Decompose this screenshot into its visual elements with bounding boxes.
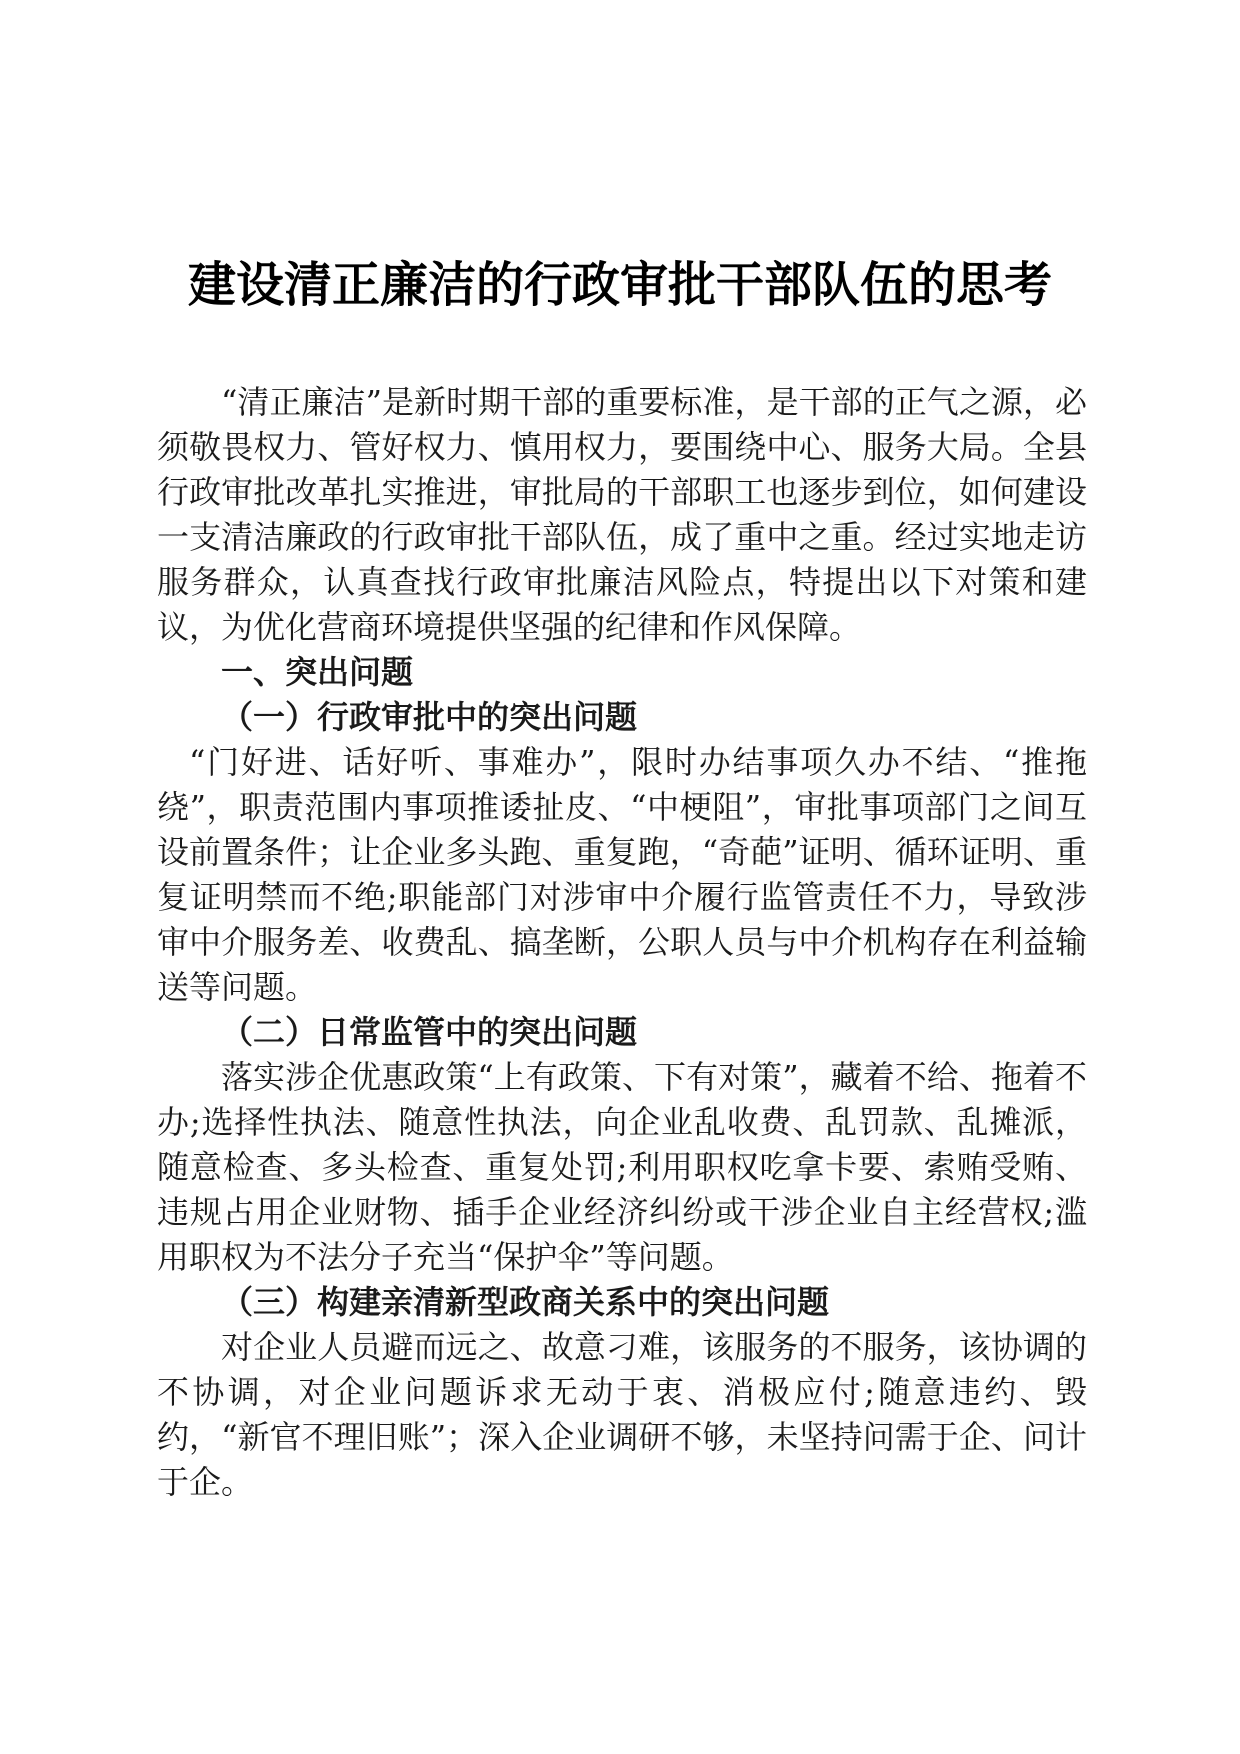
subsection-heading-supervision: （二）日常监管中的突出问题 (221, 1013, 638, 1051)
subsection-paragraph-relations: 对企业人员避而远之、故意刁难，该服务的不服务，该协调的不协调，对企业问题诉求无动于衷、消极应付;随意违约、毁约，“新官不理旧账”；深入企业调研不够，未坚持问需于企、问计于企。 (157, 1328, 1087, 1501)
subsection-paragraph-supervision: 落实涉企优惠政策“上有政策、下有对策”，藏着不给、拖着不办;选择性执法、随意性执法，向企业乱收费、乱罚款、乱摊派，随意检查、多头检查、重复处罚;利用职权吃拿卡要、索贿受贿、违规占用企业财物、插手企业经济纠纷或干涉企业自主经营权;滥用职权为不法分子充当“保护伞”等问题。 (157, 1058, 1087, 1276)
subsection-heading-relations: （三）构建亲清新型政商关系中的突出问题 (221, 1283, 830, 1321)
section-heading-problems: 一、突出问题 (221, 653, 414, 691)
subsection-paragraph-approval: “门好进、话好听、事难办”，限时办结事项久办不结、“推拖绕”，职责范围内事项推诿扯皮、“中梗阻”，审批事项部门之间互设前置条件；让企业多头跑、重复跑，“奇葩”证明、循环证明、重复证明禁而不绝;职能部门对涉审中介履行监管责任不力，导致涉审中介服务差、收费乱、搞垄断，公职人员与中介机构存在利益输送等问题。 (157, 743, 1087, 1006)
document-body (157, 380, 1087, 1505)
document-title: 建设清正廉洁的行政审批干部队伍的思考 (187, 257, 1052, 313)
subsection-heading-approval: （一）行政审批中的突出问题 (221, 698, 638, 736)
intro-paragraph: “清正廉洁”是新时期干部的重要标准，是干部的正气之源，必须敬畏权力、管好权力、慎用权力，要围绕中心、服务大局。全县行政审批改革扎实推进，审批局的干部职工也逐步到位，如何建设一支清洁廉政的行政审批干部队伍，成了重中之重。经过实地走访服务群众，认真查找行政审批廉洁风险点，特提出以下对策和建议，为优化营商环境提供坚强的纪律和作风保障。 (157, 383, 1087, 646)
